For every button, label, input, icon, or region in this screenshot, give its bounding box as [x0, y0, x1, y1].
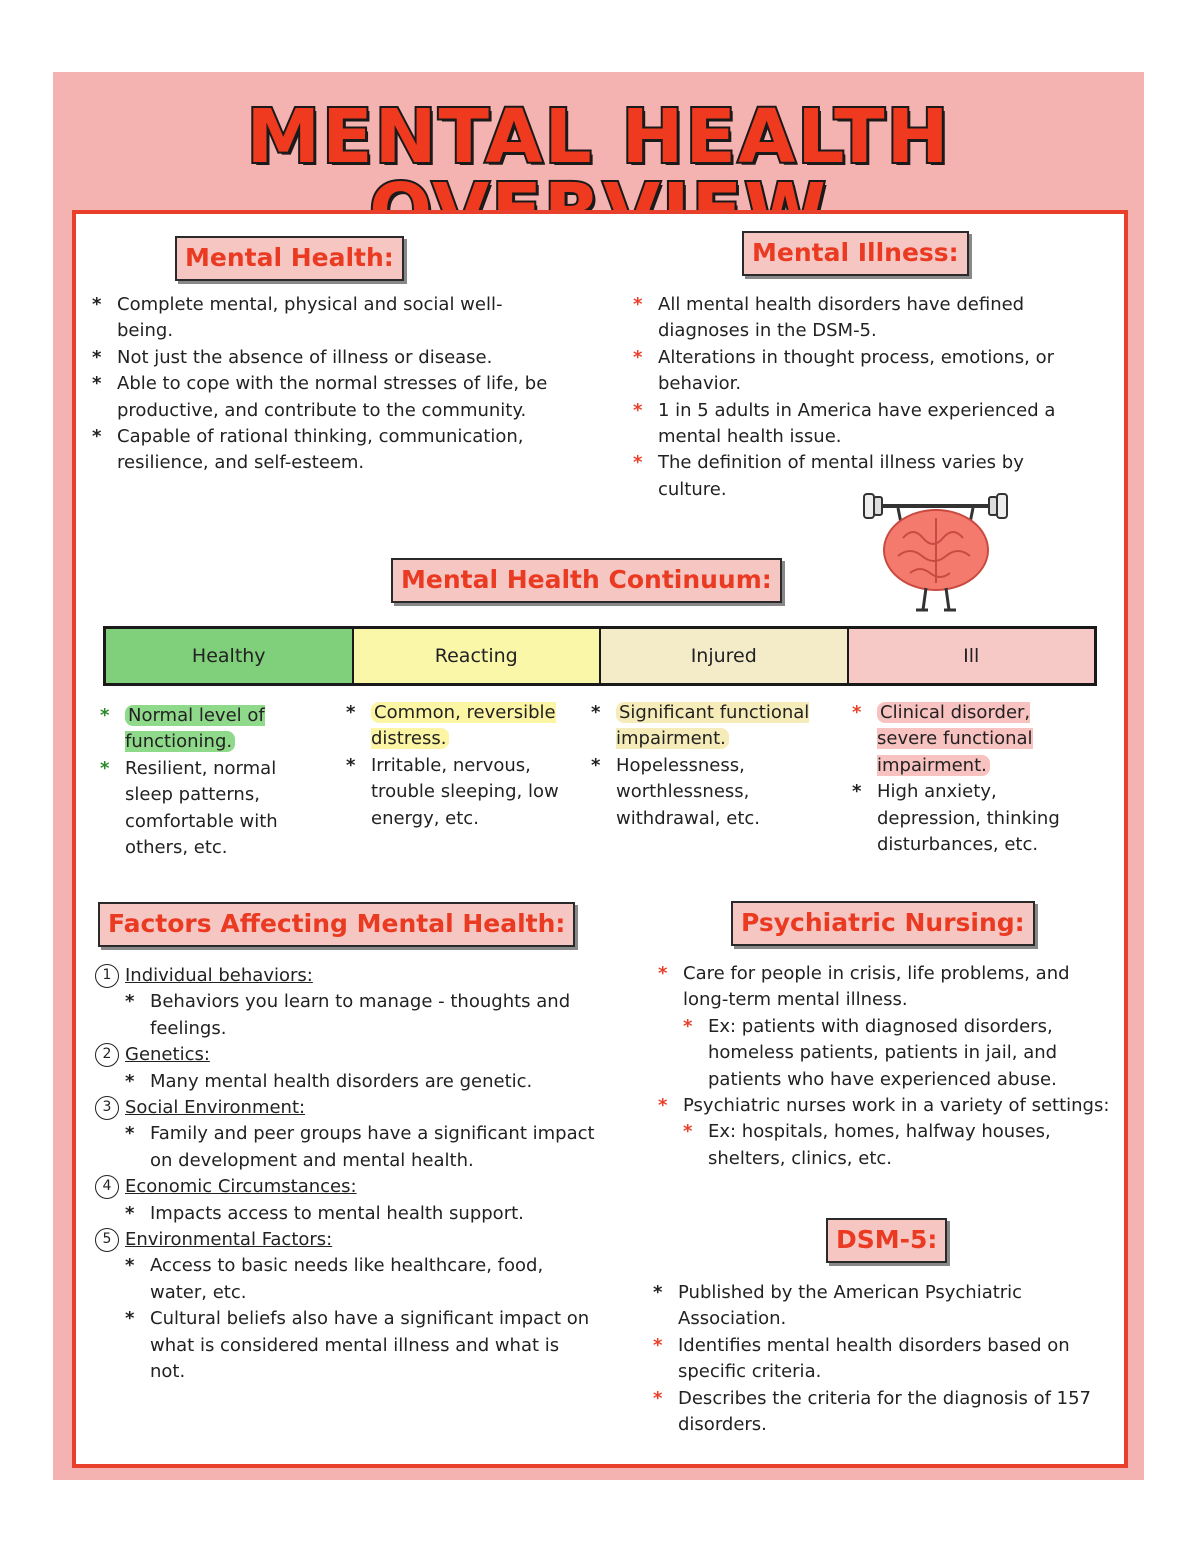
continuum-bar [103, 626, 1097, 686]
list-item-text: Identifies mental health disorders based on specific criteria. [678, 1334, 1070, 1383]
list-item: * The definition of mental illness varies by culture. [633, 452, 1024, 500]
list-item: * Not just the absence of illness or disease. [92, 346, 493, 368]
number-badge: 1 [95, 964, 119, 988]
factor-text: Behaviors you learn to manage - thoughts and feelings. [150, 991, 571, 1039]
factor-text: Access to basic needs like healthcare, food, water, etc. [150, 1255, 544, 1303]
list-item-text: Describes the criteria for the diagnosis of 157 disorders. [678, 1387, 1091, 1436]
list-item-text: Ex: patients with diagnosed disorders, homeless patients, patients in jail, and patients who have experienced abuse. [708, 1015, 1058, 1090]
factor-title: Individual behaviors: [125, 965, 313, 986]
stage-ill: Ill [849, 629, 1095, 683]
list-item: * Published by the American Psychiatric Association. [653, 1282, 1023, 1330]
list-item: * Normal level of functioning. [100, 705, 265, 753]
ill-highlight: Clinical disorder, severe functional impairment. [877, 702, 1033, 776]
stage-reacting: Reacting [354, 629, 602, 683]
factor-item: 4 Economic Circumstances: * Impacts access to mental health support. [95, 1174, 600, 1227]
list-item-text: Alterations in thought process, emotions, or behavior. [658, 346, 1055, 395]
list-item: * Psychiatric nurses work in a variety of settings: * Ex: hospitals, homes, halfway houses, shelters, clinics, etc. [658, 1095, 1110, 1169]
mental-health-list [92, 292, 552, 477]
factor-text: Family and peer groups have a significant impact on development and mental health. [150, 1123, 595, 1171]
mental-health-heading: Mental Health: [175, 236, 404, 281]
ill-description [852, 700, 1092, 858]
factors-heading: Factors Affecting Mental Health: [98, 902, 575, 947]
list-item: * High anxiety, depression, thinking disturbances, etc. [852, 781, 1060, 856]
factor-item: 1 Individual behaviors: * Behaviors you learn to manage - thoughts and feelings. [95, 963, 600, 1042]
list-item: * Able to cope with the normal stresses of life, be productive, and contribute to the community. [92, 373, 548, 421]
factor-text: Impacts access to mental health support. [150, 1202, 524, 1224]
number-badge: 2 [95, 1043, 119, 1067]
list-item-text: Able to cope with the normal stresses of life, be productive, and contribute to the community. [117, 373, 548, 421]
list-item-text: Complete mental, physical and social well-being. [117, 294, 503, 342]
list-item: * All mental health disorders have defined diagnoses in the DSM-5. [633, 294, 1025, 342]
stage-healthy: Healthy [106, 629, 354, 683]
list-item: * Clinical disorder, severe functional impairment. [852, 702, 1033, 776]
list-item: * Identifies mental health disorders based on specific criteria. [653, 1334, 1070, 1383]
reacting-text: Irritable, nervous, trouble sleeping, low energy, etc. [371, 754, 559, 829]
mental-illness-list [633, 292, 1098, 503]
injured-description [591, 700, 841, 832]
factor-title: Genetics: [125, 1044, 210, 1066]
ill-text: High anxiety, depression, thinking disturbances, etc. [877, 781, 1060, 856]
list-item-text: All mental health disorders have defined diagnoses in the DSM-5. [658, 294, 1025, 342]
psych-nursing-list [658, 961, 1113, 1172]
list-item: * Hopelessness, worthlessness, withdrawal, etc. [591, 754, 760, 829]
reacting-highlight: Common, reversible distress. [371, 702, 556, 750]
page-title: MENTAL HEALTH [246, 94, 951, 180]
list-item-text: Published by the American Psychiatric Association. [678, 1282, 1023, 1330]
list-item-text: The definition of mental illness varies by culture. [658, 452, 1024, 500]
list-item-text: Ex: hospitals, homes, halfway houses, shelters, clinics, etc. [708, 1121, 1051, 1169]
list-item: * Describes the criteria for the diagnosis of 157 disorders. [653, 1387, 1091, 1436]
healthy-description [100, 703, 315, 861]
list-item: * Care for people in crisis, life problems, and long-term mental illness. * Ex: patients with diagnosed disorders, homeless patients, patients in jail, and patients who have experienced abuse. [658, 963, 1070, 1090]
factor-title: Environmental Factors: [125, 1229, 333, 1251]
list-item: * Alterations in thought process, emotions, or behavior. [633, 346, 1055, 395]
list-item: * Complete mental, physical and social well-being. [92, 294, 503, 342]
stage-injured: Injured [601, 629, 849, 683]
list-item-text: Care for people in crisis, life problems, and long-term mental illness. [683, 963, 1070, 1011]
list-item: * Significant functional impairment. [591, 702, 810, 750]
factor-title: Economic Circumstances: [125, 1176, 357, 1198]
number-badge: 4 [95, 1175, 119, 1199]
list-item: * Capable of rational thinking, communication, resilience, and self-esteem. [92, 426, 524, 474]
injured-text: Hopelessness, worthlessness, withdrawal, etc. [616, 754, 760, 829]
list-item-text: Capable of rational thinking, communication, resilience, and self-esteem. [117, 426, 524, 474]
list-item-text: 1 in 5 adults in America have experienced a mental health issue. [658, 399, 1056, 448]
list-item: * 1 in 5 adults in America have experienced a mental health issue. [633, 399, 1056, 448]
psych-nursing-heading: Psychiatric Nursing: [731, 901, 1035, 946]
list-item: * Irritable, nervous, trouble sleeping, low energy, etc. [346, 754, 559, 829]
dsm-list [653, 1280, 1098, 1438]
number-badge: 3 [95, 1096, 119, 1120]
continuum-heading: Mental Health Continuum: [391, 558, 782, 603]
mental-illness-heading: Mental Illness: [742, 231, 969, 276]
dsm-heading: DSM-5: [826, 1218, 947, 1263]
injured-highlight: Significant functional impairment. [616, 702, 810, 750]
healthy-highlight: Normal level of functioning. [125, 705, 265, 753]
brain-lifting-weights-icon [858, 488, 1013, 613]
factor-item: 2 Genetics: * Many mental health disorders are genetic. [95, 1042, 600, 1095]
factor-text: Cultural beliefs also have a significant impact on what is considered mental illness and what is not. [150, 1308, 590, 1383]
list-item: * Resilient, normal sleep patterns, comfortable with others, etc. [100, 757, 278, 859]
list-item-text: Psychiatric nurses work in a variety of settings: [683, 1095, 1110, 1117]
list-item: * Common, reversible distress. [346, 702, 556, 750]
factor-item: 5 Environmental Factors: * Access to basic needs like healthcare, food, water, etc. * Cultural beliefs also have a significant impact on what is considered mental illness and what is not. [95, 1227, 600, 1385]
factor-item: 3 Social Environment: * Family and peer groups have a significant impact on development and mental health. [95, 1095, 600, 1174]
factor-title: Social Environment: [125, 1097, 306, 1119]
number-badge: 5 [95, 1228, 119, 1252]
list-item-text: Not just the absence of illness or disease. [117, 346, 493, 368]
reacting-description [346, 700, 576, 832]
factors-list [95, 963, 600, 1386]
factor-text: Many mental health disorders are genetic. [150, 1070, 533, 1092]
healthy-text: Resilient, normal sleep patterns, comfortable with others, etc. [125, 757, 278, 859]
